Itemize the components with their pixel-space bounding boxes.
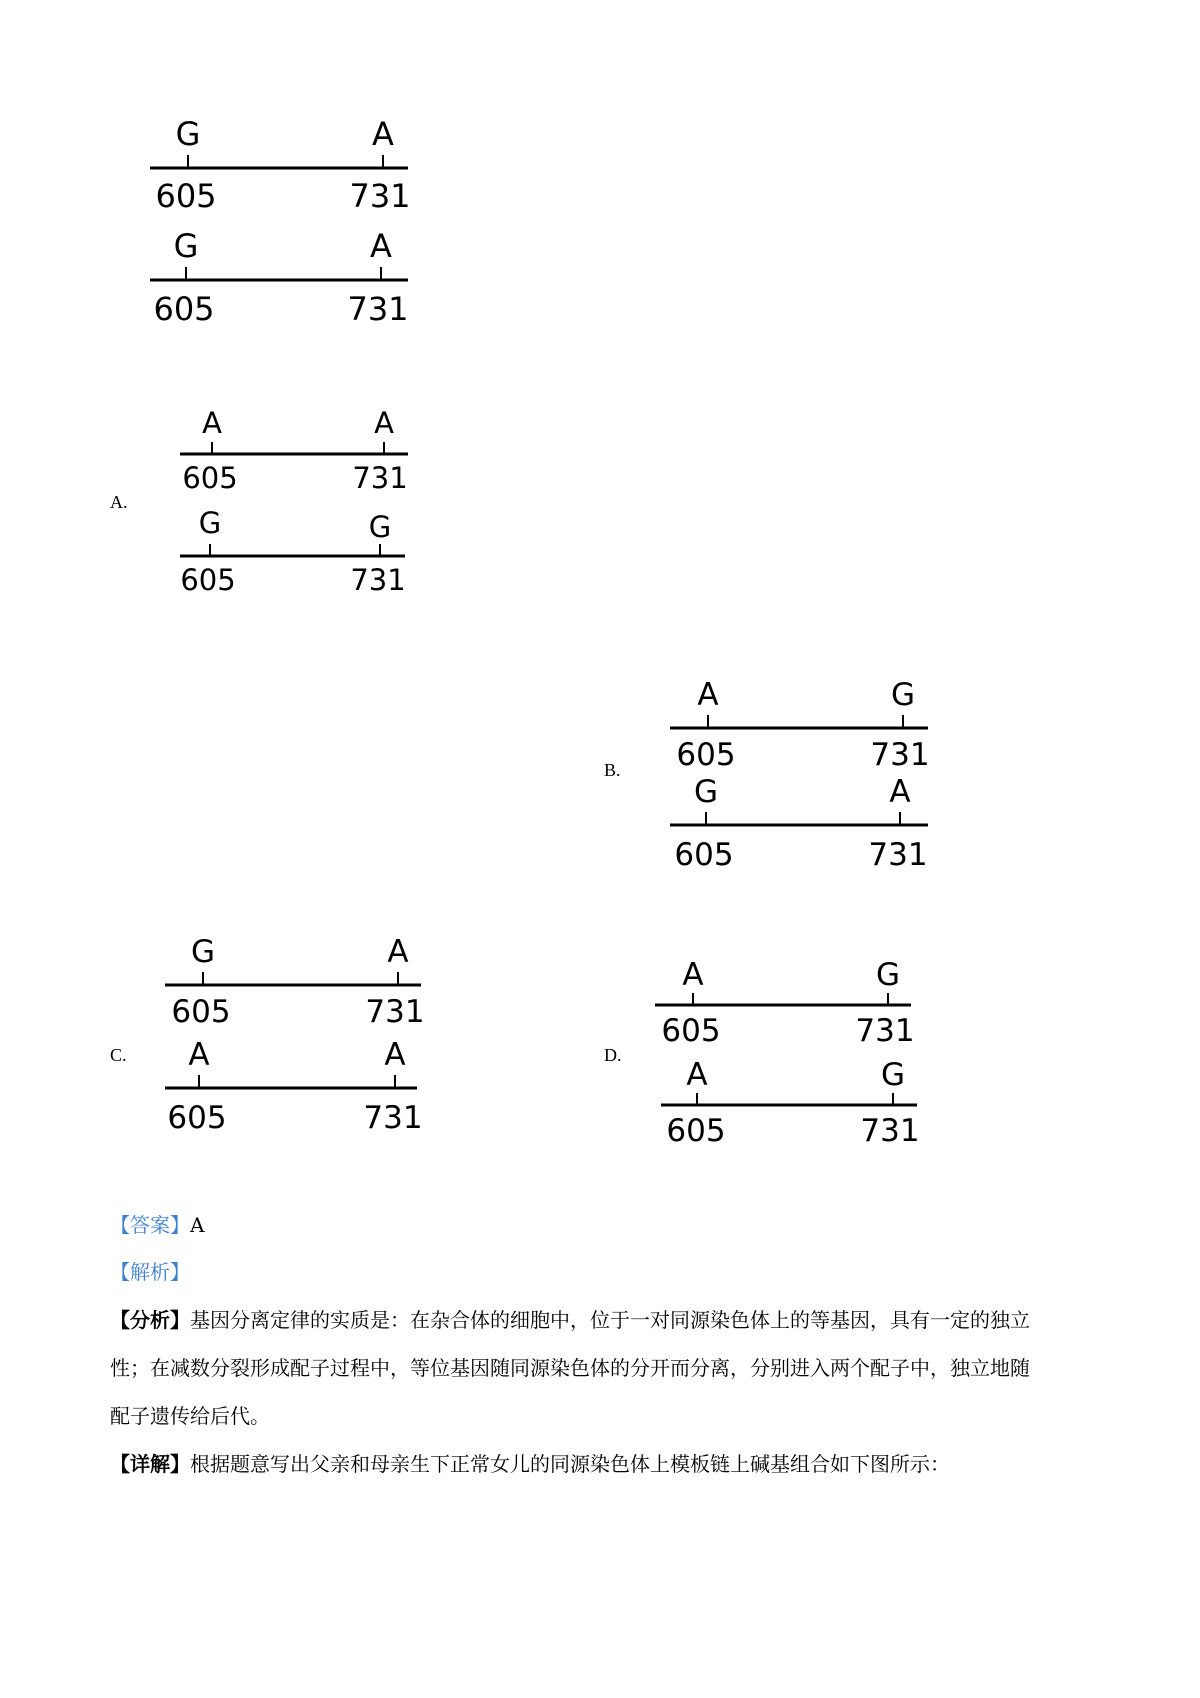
lower-right-base: A — [384, 1037, 406, 1073]
upper-left-base: A — [697, 677, 719, 713]
answer-line — [110, 1213, 204, 1237]
lower-right-position: 731 — [350, 563, 406, 597]
upper-left-position: 605 — [155, 177, 217, 215]
upper-right-base: A — [374, 406, 394, 440]
lower-right-position: 731 — [347, 290, 409, 328]
lower-right-position: 731 — [363, 1100, 423, 1136]
lower-right-position: 731 — [860, 1113, 920, 1149]
option-b-diagram[interactable] — [670, 675, 940, 889]
upper-left-base: A — [682, 957, 704, 993]
option-b-label[interactable]: B. — [604, 760, 621, 780]
analysis-tag: 【解析】 — [110, 1260, 190, 1284]
lower-left-position: 605 — [167, 1100, 227, 1136]
upper-left-position: 605 — [171, 994, 231, 1030]
lower-left-base: A — [686, 1057, 708, 1093]
upper-left-position: 605 — [661, 1013, 721, 1049]
answer-tag: 【答案】 — [110, 1213, 190, 1237]
upper-left-position: 605 — [676, 737, 736, 773]
analysis-heading — [110, 1260, 190, 1284]
lower-left-base: A — [188, 1037, 210, 1073]
lower-right-position: 731 — [868, 837, 928, 873]
lower-left-position: 605 — [674, 837, 734, 873]
lower-right-base: G — [880, 1057, 906, 1093]
lower-right-base: A — [889, 774, 911, 810]
lower-left-base: G — [693, 774, 719, 810]
fenxi-line-3 — [110, 1404, 270, 1428]
lower-right-base: A — [370, 227, 392, 265]
upper-right-base: G — [875, 957, 901, 993]
xiangjie-line — [110, 1452, 950, 1476]
lower-left-base: G — [173, 227, 199, 265]
option-d-label[interactable]: D. — [604, 1045, 622, 1065]
upper-right-base: A — [372, 115, 394, 153]
upper-left-base: A — [202, 406, 222, 440]
answer-value: A — [190, 1213, 205, 1237]
fenxi-line-1 — [110, 1308, 1030, 1332]
upper-left-base: G — [175, 115, 201, 153]
lower-left-base: G — [198, 506, 222, 540]
upper-right-position: 731 — [365, 994, 425, 1030]
option-a-diagram[interactable] — [180, 405, 420, 609]
lower-left-position: 605 — [666, 1113, 726, 1149]
lower-right-base: G — [368, 510, 392, 544]
lower-left-position: 605 — [180, 563, 236, 597]
fenxi-text-3: 配子遗传给后代。 — [110, 1404, 270, 1428]
option-c-label[interactable]: C. — [110, 1045, 127, 1065]
fenxi-text-1: 基因分离定律的实质是：在杂合体的细胞中，位于一对同源染色体上的等基因，具有一定的独立 — [190, 1308, 1030, 1332]
upper-right-base: A — [387, 934, 409, 970]
lower-left-position: 605 — [153, 290, 215, 328]
fenxi-tag: 【分析】 — [110, 1308, 190, 1332]
question-diagram — [150, 115, 420, 344]
option-d-diagram[interactable] — [655, 955, 925, 1169]
upper-left-position: 605 — [182, 461, 238, 495]
upper-right-position: 731 — [870, 737, 930, 773]
upper-right-position: 731 — [855, 1013, 915, 1049]
xiangjie-text: 根据题意写出父亲和母亲生下正常女儿的同源染色体上模板链上碱基组合如下图所示： — [190, 1452, 950, 1476]
upper-right-base: G — [890, 677, 916, 713]
upper-right-position: 731 — [349, 177, 411, 215]
fenxi-text-2: 性；在减数分裂形成配子过程中，等位基因随同源染色体的分开而分离，分别进入两个配子中，独立地随 — [110, 1356, 1030, 1380]
option-c-diagram[interactable] — [165, 932, 435, 1146]
upper-left-base: G — [190, 934, 216, 970]
upper-right-position: 731 — [352, 461, 408, 495]
fenxi-line-2 — [110, 1356, 1030, 1380]
xiangjie-tag: 【详解】 — [110, 1452, 190, 1476]
option-a-label[interactable]: A. — [110, 492, 128, 512]
